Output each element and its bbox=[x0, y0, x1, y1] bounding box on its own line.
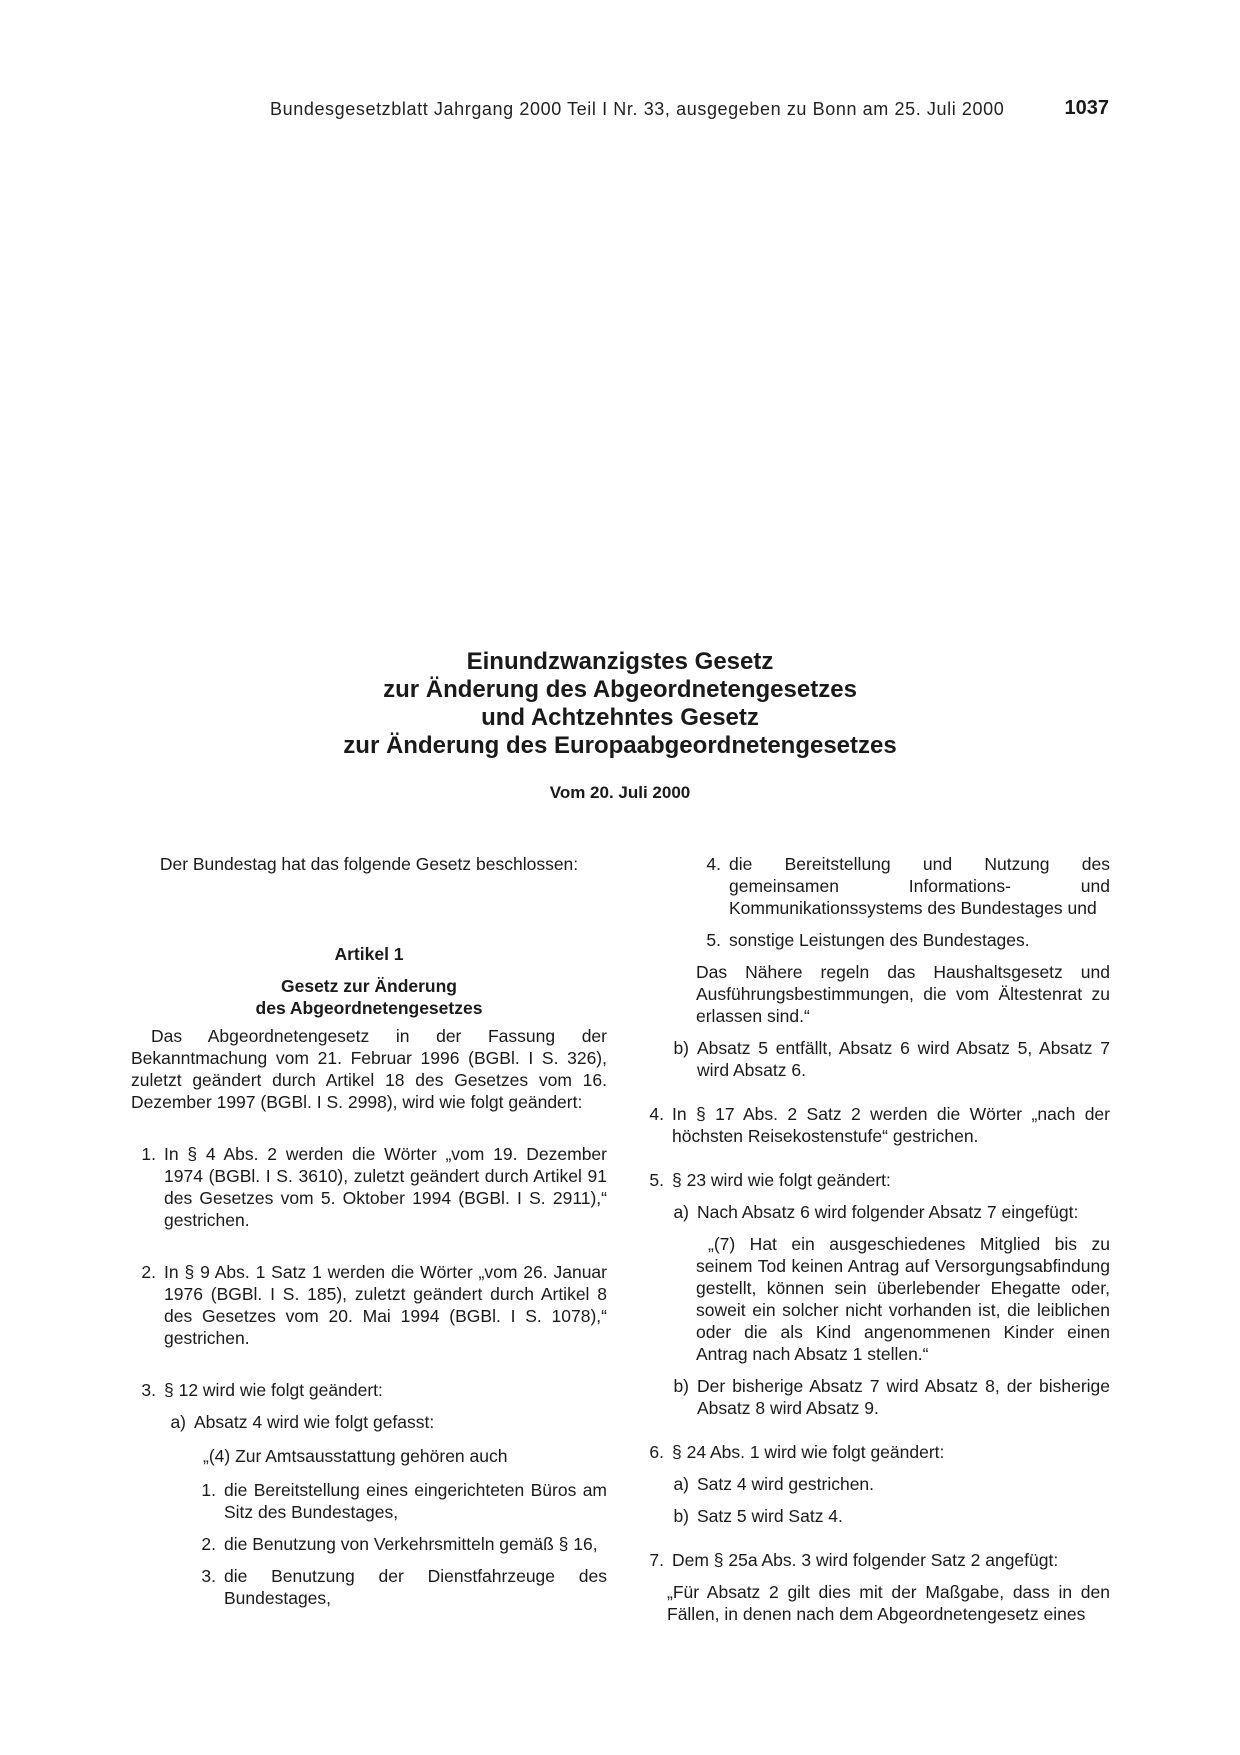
quoted-list-item bbox=[131, 1479, 607, 1523]
amendment-item bbox=[131, 1261, 607, 1349]
sub-item-letter: b) bbox=[673, 1376, 689, 1396]
sub-item bbox=[642, 1201, 1110, 1223]
item-text: Dem § 25a Abs. 3 wird folgender Satz 2 angefügt: bbox=[672, 1550, 1059, 1570]
left-column bbox=[131, 853, 607, 1609]
item-text: In § 4 Abs. 2 werden die Wörter „vom 19. Dezember 1974 (BGBl. I S. 3610), zuletzt geändert durch Artikel 91 des Gesetzes vom 5. Oktober 1994 (BGBl. I S. 2911),“ gestrichen. bbox=[164, 1144, 607, 1230]
preamble-paragraph: Das Abgeordnetengesetz in der Fassung der Bekanntmachung vom 21. Februar 1996 (BGBl. I S. 326), zuletzt geändert durch Artikel 18 des Gesetzes vom 16. Dezember 1997 (BGBl. I S. 2998), wird wie folgt geändert: bbox=[131, 1026, 607, 1112]
sub-item-text: Satz 4 wird gestrichen. bbox=[697, 1474, 875, 1494]
item-number: 5. bbox=[649, 1170, 664, 1190]
amendment-item bbox=[131, 1143, 607, 1231]
article-subheading: Gesetz zur Änderung bbox=[281, 976, 457, 996]
quoted-item-text: die Bereitstellung und Nutzung des gemeinsamen Informations- und Kommunikationssystems des Bundestages und bbox=[729, 854, 1110, 918]
quoted-list-item bbox=[131, 1565, 607, 1609]
amendment-item bbox=[131, 1379, 607, 1401]
sub-item-text: Absatz 5 entfällt, Absatz 6 wird Absatz 5, Absatz 7 wird Absatz 6. bbox=[697, 1038, 1110, 1080]
item-text: § 23 wird wie folgt geändert: bbox=[672, 1170, 891, 1190]
item-number: 1. bbox=[141, 1144, 156, 1164]
sub-item-letter: b) bbox=[673, 1038, 689, 1058]
amendment-item bbox=[642, 1549, 1110, 1571]
running-head: Bundesgesetzblatt Jahrgang 2000 Teil I Nr. 33, ausgegeben zu Bonn am 25. Juli 2000 bbox=[270, 99, 1005, 119]
quoted-list-item bbox=[131, 1533, 607, 1555]
item-number: 6. bbox=[649, 1442, 664, 1462]
sub-item bbox=[642, 1505, 1110, 1527]
article-heading: Artikel 1 bbox=[334, 944, 404, 964]
quoted-text: „(4) Zur Amtsausstattung gehören auch bbox=[203, 1446, 508, 1466]
sub-item-letter: a) bbox=[673, 1474, 689, 1494]
quoted-item-number: 2. bbox=[201, 1534, 216, 1554]
sub-item-text: Absatz 4 wird wie folgt gefasst: bbox=[194, 1412, 435, 1432]
quoted-closing-text: Das Nähere regeln das Haushaltsgesetz und Ausführungsbestimmungen, die vom Ältestenrat zu erlassen sind.“ bbox=[696, 962, 1110, 1026]
item-text: In § 9 Abs. 1 Satz 1 werden die Wörter „vom 26. Januar 1976 (BGBl. I S. 185), zuletzt geändert durch Artikel 8 des Gesetzes vom 20. Mai 1994 (BGBl. I S. 1078),“ gestrichen. bbox=[164, 1262, 607, 1348]
sub-item-text: Nach Absatz 6 wird folgender Absatz 7 eingefügt: bbox=[697, 1202, 1079, 1222]
amendment-item bbox=[642, 1169, 1110, 1191]
amendment-item bbox=[642, 1441, 1110, 1463]
sub-item-letter: a) bbox=[673, 1202, 689, 1222]
quoted-item-text: die Benutzung der Dienstfahrzeuge des Bundestages, bbox=[224, 1566, 607, 1608]
item-text: § 12 wird wie folgt geändert: bbox=[164, 1380, 383, 1400]
article-subheading: des Abgeordnetengesetzes bbox=[255, 998, 483, 1018]
quoted-text: „(7) Hat ein ausgeschiedenes Mitglied bis zu seinem Tod keinen Antrag auf Versorgungsabfindung gestellt, können sein überlebender Ehegatte oder, soweit ein solcher nicht vorhanden ist, die leiblichen oder die als Kind angenommenen Kinder einen Antrag nach Absatz 1 stellen.“ bbox=[696, 1234, 1110, 1364]
title-line: Einundzwanzigstes Gesetz bbox=[466, 648, 774, 675]
quoted-text: „Für Absatz 2 gilt dies mit der Maßgabe, dass in den Fällen, in denen nach dem Abgeordnetengesetz eines bbox=[667, 1582, 1110, 1624]
item-number: 2. bbox=[141, 1262, 156, 1282]
sub-item-text: Satz 5 wird Satz 4. bbox=[697, 1506, 843, 1526]
quoted-item-number: 1. bbox=[201, 1480, 216, 1500]
quoted-item-number: 5. bbox=[706, 930, 721, 950]
sub-item bbox=[642, 1375, 1110, 1419]
item-text: § 24 Abs. 1 wird wie folgt geändert: bbox=[672, 1442, 945, 1462]
page-number: 1037 bbox=[1064, 97, 1109, 119]
title-line: zur Änderung des Europaabgeordnetengesetzes bbox=[343, 732, 897, 759]
quoted-item-text: die Bereitstellung eines eingerichteten Büros am Sitz des Bundestages, bbox=[224, 1480, 607, 1522]
law-title bbox=[0, 648, 1240, 760]
sub-item-text: Der bisherige Absatz 7 wird Absatz 8, der bisherige Absatz 8 wird Absatz 9. bbox=[697, 1376, 1110, 1418]
quoted-list-item bbox=[642, 853, 1110, 919]
title-line: zur Änderung des Abgeordnetengesetzes bbox=[383, 676, 857, 703]
quoted-item-number: 3. bbox=[201, 1566, 216, 1586]
title-line: und Achtzehntes Gesetz bbox=[481, 704, 759, 731]
right-column bbox=[642, 853, 1110, 1625]
item-number: 7. bbox=[649, 1550, 664, 1570]
quoted-list-item bbox=[642, 929, 1110, 951]
sub-item bbox=[131, 1411, 607, 1433]
sub-item bbox=[642, 1037, 1110, 1081]
quoted-item-number: 4. bbox=[706, 854, 721, 874]
sub-item-letter: a) bbox=[170, 1412, 186, 1432]
sub-item bbox=[642, 1473, 1110, 1495]
item-number: 4. bbox=[649, 1104, 664, 1124]
law-date: Vom 20. Juli 2000 bbox=[549, 783, 691, 802]
quoted-item-text: sonstige Leistungen des Bundestages. bbox=[729, 930, 1030, 950]
enactment-clause: Der Bundestag hat das folgende Gesetz beschlossen: bbox=[159, 854, 579, 874]
amendment-item bbox=[642, 1103, 1110, 1147]
item-text: In § 17 Abs. 2 Satz 2 werden die Wörter „nach der höchsten Reisekostenstufe“ gestrichen. bbox=[672, 1104, 1110, 1146]
quoted-item-text: die Benutzung von Verkehrsmitteln gemäß § 16, bbox=[224, 1534, 598, 1554]
sub-item-letter: b) bbox=[673, 1506, 689, 1526]
item-number: 3. bbox=[141, 1380, 156, 1400]
